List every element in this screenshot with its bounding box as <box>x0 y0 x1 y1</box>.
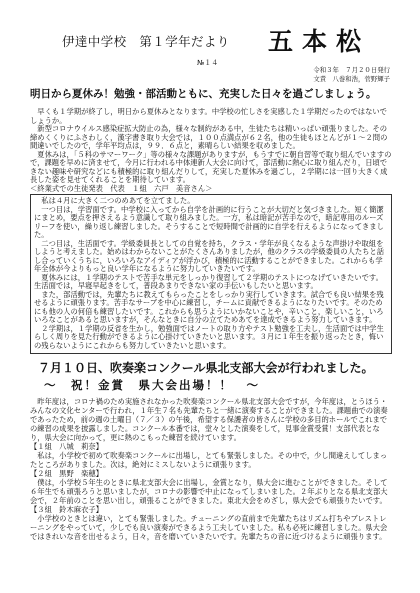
student-comment-text: 僕は，小学校５年生のときに県北支部大会に出場し，金賞となり，県大会に進むことができました。そして６年生でも頑張ろうと思いましたが，コロナの影響で中止になってしまいました。２年ぶりとなる県北支部大会で，２年前のことを思い出し，頑張ることができました。東北大会をめざし，県大会でも頑張りたいです。 <box>30 478 388 505</box>
speech-caption: ＜終業式での生徒発表 代表 １組 六戸 美音さん＞ <box>30 183 213 193</box>
article1-paragraph: 新型コロナウイルス感染症拡大防止の為，様々な制約がある中，生徒たちは精いっぱい頑張りました。その締めくくりにふさわしく，漢字書き取り大会では，１００点満点が６２名，他の生徒もほとんどが１～２問の間違いでしたので，学年平均点は，９９．６点と，素晴らしい結果を収めました。 <box>30 124 388 150</box>
issue-number: №１４ <box>197 59 219 67</box>
publish-date: 令和３年 ７月２０日発行 <box>313 66 390 74</box>
article1-headline: 明日から夏休み！勉強・部活動ともに、充実した日々を過ごしましょう。 <box>30 88 377 100</box>
student-comment-label: 【２組 黒野 楽穂】 <box>30 469 103 478</box>
student-comment-label: 【３組 鈴木麻衣子】 <box>30 505 103 514</box>
article1-paragraph: 夏休みは，「５科のサマーワーク」等の様々な課題がありますが，もうすでに朝自習等で取り組んでいますので，課題を早めに済ませて，今月に行われる中体連新人大会に向けて，部活動に熱心に取り組んだり，日頃できない趣味や研究などにも積極的に取り組んだりして，充実した夏休みを過ごし，２学期には一回り大きく成長した姿を見せてくれることを期待しています。 <box>30 149 392 184</box>
student-comment-text: 私は，小学校で初めて吹奏楽コンクールに出場し，とても緊張しました。その中で，少し間違えしてしまったところがありました。次は，絶対にミスしないように頑張ります。 <box>30 451 388 469</box>
article2-intro: 昨年度は，コロナ禍のため実施されなかった吹奏楽コンクール県北支部大会ですが，今年度は，とうほう・みんなの文化センターで行われ，１年生７名も先輩たちと一緒に演奏することができました。課題曲での演奏であったため，前の週の土曜日（７／３）の午後，希望する保護者の皆さんに学校の多目的ホールでこれまでの練習の成果を披露しました。コンクール本番では，堂々とした演奏をして，見事金賞受賞！支部代表となり，県大会に向かって，更に熱のこもった練習を続けています。 <box>30 397 388 442</box>
authors: 文責 八巻和浩，菅野輝子 <box>313 75 390 83</box>
article1-paragraph: 早くも１学期が終了し，明日から夏休みとなります。中学校の忙しさを実感した１学期だったのではないでしょうか。 <box>30 107 387 125</box>
student-comment-text: 小学校のときとは違い，とても緊張しました。チューニングの直前まで先輩たちはリズム打ちやブレストレーニングをやっていて，少しでも良い演奏ができるよう工夫していました。私も必死に練習しました。県大会ではきれいな音を出せるよう，日々，音を磨いていきたいです。先輩たちの音に近づけるように頑張ります。 <box>30 514 388 541</box>
article2-subheadline: ～ 祝！金賞 県大会出場！！ ～ <box>44 378 260 392</box>
article1-body <box>30 108 392 193</box>
speech-paragraph: 私は４月に大きく二つのめあてを立てました。 <box>41 196 195 205</box>
speech-paragraph: 夏休みには，１学期のテストで苦手な単元をしっかり復習して２学期のテストにつなげていきたいです。生活面では，早寝早起きをして，普段あまりできない家の手伝いもしたいと思います。 <box>34 272 383 290</box>
speech-paragraph: 二つ目は，生活面です。学級委員長としての自覚を持ち，クラス・学年が良くなるような声掛けや取組をしようと考えました。始めはわからないことがたくさんありましたが，他のクラスの学級委員の人たちと話し合っていくうちに，いろいろなアイディアが浮かび，積極的に活動することができました。これからも学年全体が今よりもっと良い学年になるように努力していきたいです。 <box>34 238 385 273</box>
speech-paragraph: 一つ目は，学習面です。中学校に入ってから自学を計画的に行うことが大切だと気づきました。短く簡潔にまとめ，要点を押さえるよう意識して取り組みました。一方，私は暗記が苦手なので，暗記専用のルーズリーフを使い，繰り返し練習しました。そうすることで短時間で計画的に自学を行えるようになってきました。 <box>34 204 384 239</box>
school-grade-title: 伊達中学校 第１学年だより <box>62 34 230 49</box>
article2-headline: ７月１０日、吹奏楽コンクール県北支部大会が行われました。 <box>38 361 374 375</box>
newsletter-body <box>30 88 392 541</box>
newsletter-title: 五本松 <box>268 27 371 56</box>
student-speech-box <box>30 194 392 354</box>
article2-body <box>30 397 392 541</box>
speech-paragraph: ２学期は，１学期の反省を生かし，勉強面ではノートの取り方やテスト勉強を工夫し，生活面では中学生らしく周りを見た行動ができるように心掛けていきたいと思います。３月に１年生を振り返ったとき，悔いの残らないようにこれからも努力していきたいと思います。 <box>34 323 384 350</box>
student-comment-label: 【１組 八城 莉奈】 <box>30 442 103 451</box>
speech-paragraph: また，部活動では，先輩たちに教えてもらったことをしっかり実行していきます。試合でも良い結果を残せるように頑張ります。苦手なサーブを中心に練習し，チームに貢献できるようになりたいです。そのためにも他の人の何倍も練習したいです。これからも思うようにいかないことや，辛いこと，楽しいこと，いろいろなことがあると思いますが，そんなときに自分の立てためあてを達成できるよう努力していきます。 <box>34 289 384 324</box>
